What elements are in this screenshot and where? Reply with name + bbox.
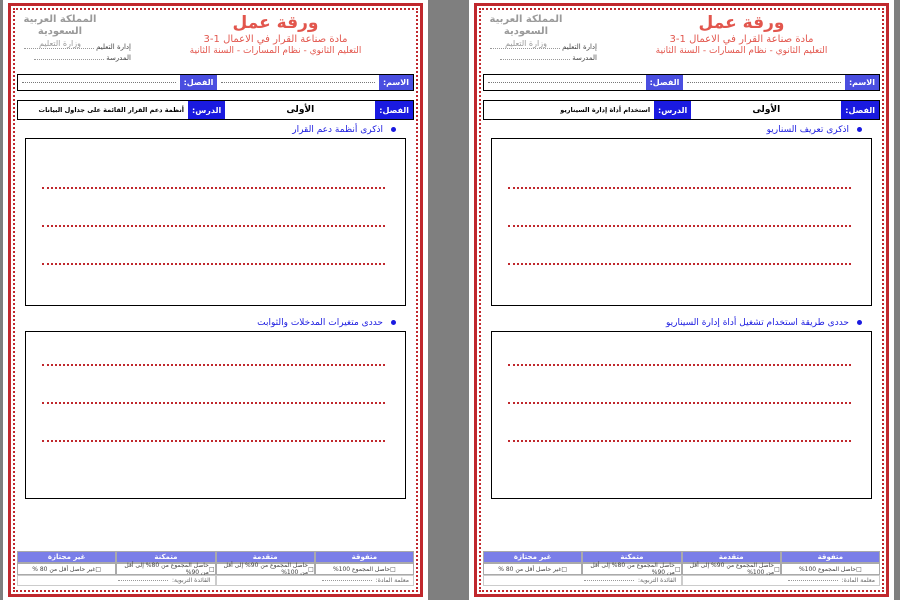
worksheet-page-right xyxy=(469,0,894,600)
admin-label: إدارة التعليم xyxy=(562,43,597,51)
grade-header: متقدمة xyxy=(216,551,315,563)
teacher-signature[interactable]: معلمة المادة: xyxy=(682,575,881,586)
semester-value: الأولى xyxy=(752,105,781,115)
grade-header: متفوقة xyxy=(315,551,414,563)
bullet-icon xyxy=(391,320,396,325)
info-bar xyxy=(17,100,414,120)
semester-label: الفصل: xyxy=(841,101,879,119)
lesson-label: الدرس: xyxy=(188,101,225,119)
bullet-icon xyxy=(857,127,862,132)
teacher-signature[interactable]: معلمة المادة: xyxy=(216,575,415,586)
name-label: الاسم: xyxy=(845,75,879,90)
answer-line xyxy=(42,225,385,227)
track-title: التعليم الثانوي - نظام المسارات - السنة الثانية xyxy=(655,46,828,56)
answer-box-1[interactable] xyxy=(25,138,406,306)
question-2: حددى متغيرات المدخلات والثوابت xyxy=(17,316,414,329)
grade-header: متمكنة xyxy=(116,551,215,563)
grade-criteria[interactable]: □ حاصل المجموع من 80% إلى أقل من 90% xyxy=(582,563,681,575)
supervisor-signature[interactable]: القائدة التربوية: xyxy=(17,575,216,586)
bullet-icon xyxy=(857,320,862,325)
lesson-value: استخدام أداة إدارة السيناريو xyxy=(560,106,651,114)
name-bar xyxy=(17,74,414,91)
grade-criteria[interactable]: □ غير حاصل أقل من 80 % xyxy=(17,563,116,575)
grading-footer xyxy=(483,551,880,590)
question-1: اذكرى أنظمة دعم القرار xyxy=(17,123,414,136)
answer-line xyxy=(508,364,851,366)
school-label: المدرسة xyxy=(106,54,131,62)
grade-header: متفوقة xyxy=(781,551,880,563)
class-field[interactable] xyxy=(484,75,646,90)
subject-title: مادة صناعة القرار في الاعمال 1-3 xyxy=(203,34,348,45)
answer-box-1[interactable] xyxy=(491,138,872,306)
lesson-value: أنظمة دعم القرار القائمة على جداول البيانات xyxy=(38,106,185,114)
name-field[interactable] xyxy=(217,75,379,90)
admin-fields xyxy=(21,42,131,64)
ministry-logo: المملكة العربية السعودية وزارة التعليم xyxy=(489,14,563,48)
class-label: الفصل: xyxy=(180,75,218,90)
answer-line xyxy=(42,364,385,366)
grade-header: متمكنة xyxy=(582,551,681,563)
answer-line xyxy=(508,187,851,189)
grade-criteria[interactable]: □ حاصل المجموع من 90% إلى أقل من 100% xyxy=(682,563,781,575)
name-label: الاسم: xyxy=(379,75,413,90)
answer-box-2[interactable] xyxy=(25,331,406,499)
ministry-logo: المملكة العربية السعودية وزارة التعليم xyxy=(23,14,97,48)
answer-line xyxy=(42,187,385,189)
name-field[interactable] xyxy=(683,75,845,90)
supervisor-signature[interactable]: القائدة التربوية: xyxy=(483,575,682,586)
track-title: التعليم الثانوي - نظام المسارات - السنة الثانية xyxy=(189,46,362,56)
worksheet-title: ورقة عمل xyxy=(232,13,319,33)
answer-line xyxy=(508,225,851,227)
semester-label: الفصل: xyxy=(375,101,413,119)
answer-line xyxy=(42,402,385,404)
page-header xyxy=(483,12,880,70)
answer-line xyxy=(42,440,385,442)
admin-label: إدارة التعليم xyxy=(96,43,131,51)
bullet-icon xyxy=(391,127,396,132)
answer-line xyxy=(508,263,851,265)
question-2: حددى طريقة استخدام تشغيل أداة إدارة السيناريو xyxy=(483,316,880,329)
class-label: الفصل: xyxy=(646,75,684,90)
grade-criteria[interactable]: □ حاصل المجموع من 80% إلى أقل من 90% xyxy=(116,563,215,575)
worksheet-page-left xyxy=(3,0,428,600)
info-bar xyxy=(483,100,880,120)
grade-criteria[interactable]: □ غير حاصل أقل من 80 % xyxy=(483,563,582,575)
admin-fields xyxy=(487,42,597,64)
grade-header: متقدمة xyxy=(682,551,781,563)
grade-criteria[interactable]: □ حاصل المجموع 100% xyxy=(781,563,880,575)
answer-line xyxy=(508,440,851,442)
lesson-label: الدرس: xyxy=(654,101,691,119)
school-label: المدرسة xyxy=(572,54,597,62)
semester-value: الأولى xyxy=(286,105,315,115)
name-bar xyxy=(483,74,880,91)
subject-title: مادة صناعة القرار في الاعمال 1-3 xyxy=(669,34,814,45)
grade-criteria[interactable]: □ حاصل المجموع 100% xyxy=(315,563,414,575)
question-1: اذكرى تعريف السناريو xyxy=(483,123,880,136)
grading-footer xyxy=(17,551,414,590)
grade-header: غير مجتازة xyxy=(483,551,582,563)
answer-box-2[interactable] xyxy=(491,331,872,499)
answer-line xyxy=(42,263,385,265)
answer-line xyxy=(508,402,851,404)
class-field[interactable] xyxy=(18,75,180,90)
page-header xyxy=(17,12,414,70)
grade-header: غير مجتازة xyxy=(17,551,116,563)
worksheet-title: ورقة عمل xyxy=(698,13,785,33)
grade-criteria[interactable]: □ حاصل المجموع من 90% إلى أقل من 100% xyxy=(216,563,315,575)
